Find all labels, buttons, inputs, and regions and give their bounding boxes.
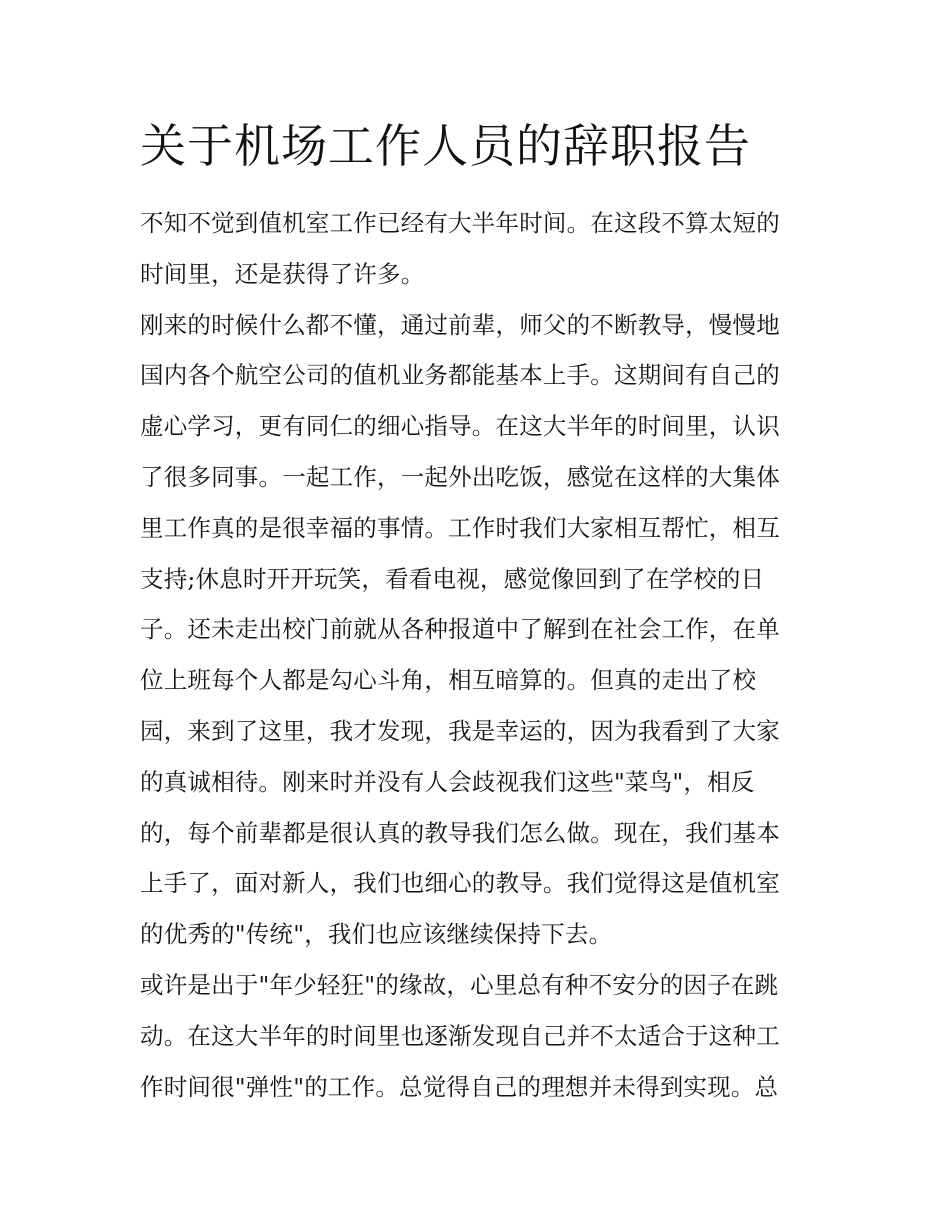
body-line: 子。还未走出校门前就从各种报道中了解到在社会工作，在单 bbox=[140, 615, 780, 644]
body-line: 作时间很"弹性"的工作。总觉得自己的理想并未得到实现。总 bbox=[140, 1072, 779, 1101]
body-line: 动。在这大半年的时间里也逐渐发现自己并不太适合于这种工 bbox=[140, 1021, 780, 1050]
document-title: 关于机场工作人员的辞职报告 bbox=[140, 119, 751, 173]
body-line: 或许是出于"年少轻狂"的缘故，心里总有种不安分的因子在跳 bbox=[140, 970, 779, 999]
body-line: 里工作真的是很幸福的事情。工作时我们大家相互帮忙，相互 bbox=[140, 513, 780, 542]
body-line: 的真诚相待。刚来时并没有人会歧视我们这些"菜鸟"，相反 bbox=[140, 767, 755, 796]
body-line: 上手了，面对新人，我们也细心的教导。我们觉得这是值机室 bbox=[140, 869, 780, 898]
body-line: 不知不觉到值机室工作已经有大半年时间。在这段不算太短的 bbox=[140, 209, 780, 237]
body-line: 支持;休息时开开玩笑，看看电视，感觉像回到了在学校的日 bbox=[140, 564, 765, 593]
body-line: 位上班每个人都是勾心斗角，相互暗算的。但真的走出了校 bbox=[140, 666, 757, 695]
body-line: 国内各个航空公司的值机业务都能基本上手。这期间有自己的 bbox=[140, 361, 780, 390]
document-body bbox=[140, 198, 820, 1112]
body-line: 的优秀的"传统"，我们也应该继续保持下去。 bbox=[140, 920, 613, 949]
body-line: 刚来的时候什么都不懂，通过前辈，师父的不断教导，慢慢地 bbox=[140, 310, 780, 339]
body-line: 园，来到了这里，我才发现，我是幸运的，因为我看到了大家 bbox=[140, 716, 780, 745]
body-line: 的，每个前辈都是很认真的教导我们怎么做。现在，我们基本 bbox=[140, 818, 780, 847]
body-line: 虚心学习，更有同仁的细心指导。在这大半年的时间里，认识 bbox=[140, 412, 780, 441]
body-line: 了很多同事。一起工作，一起外出吃饭，感觉在这样的大集体 bbox=[140, 462, 780, 491]
body-line: 时间里，还是获得了许多。 bbox=[140, 259, 425, 288]
